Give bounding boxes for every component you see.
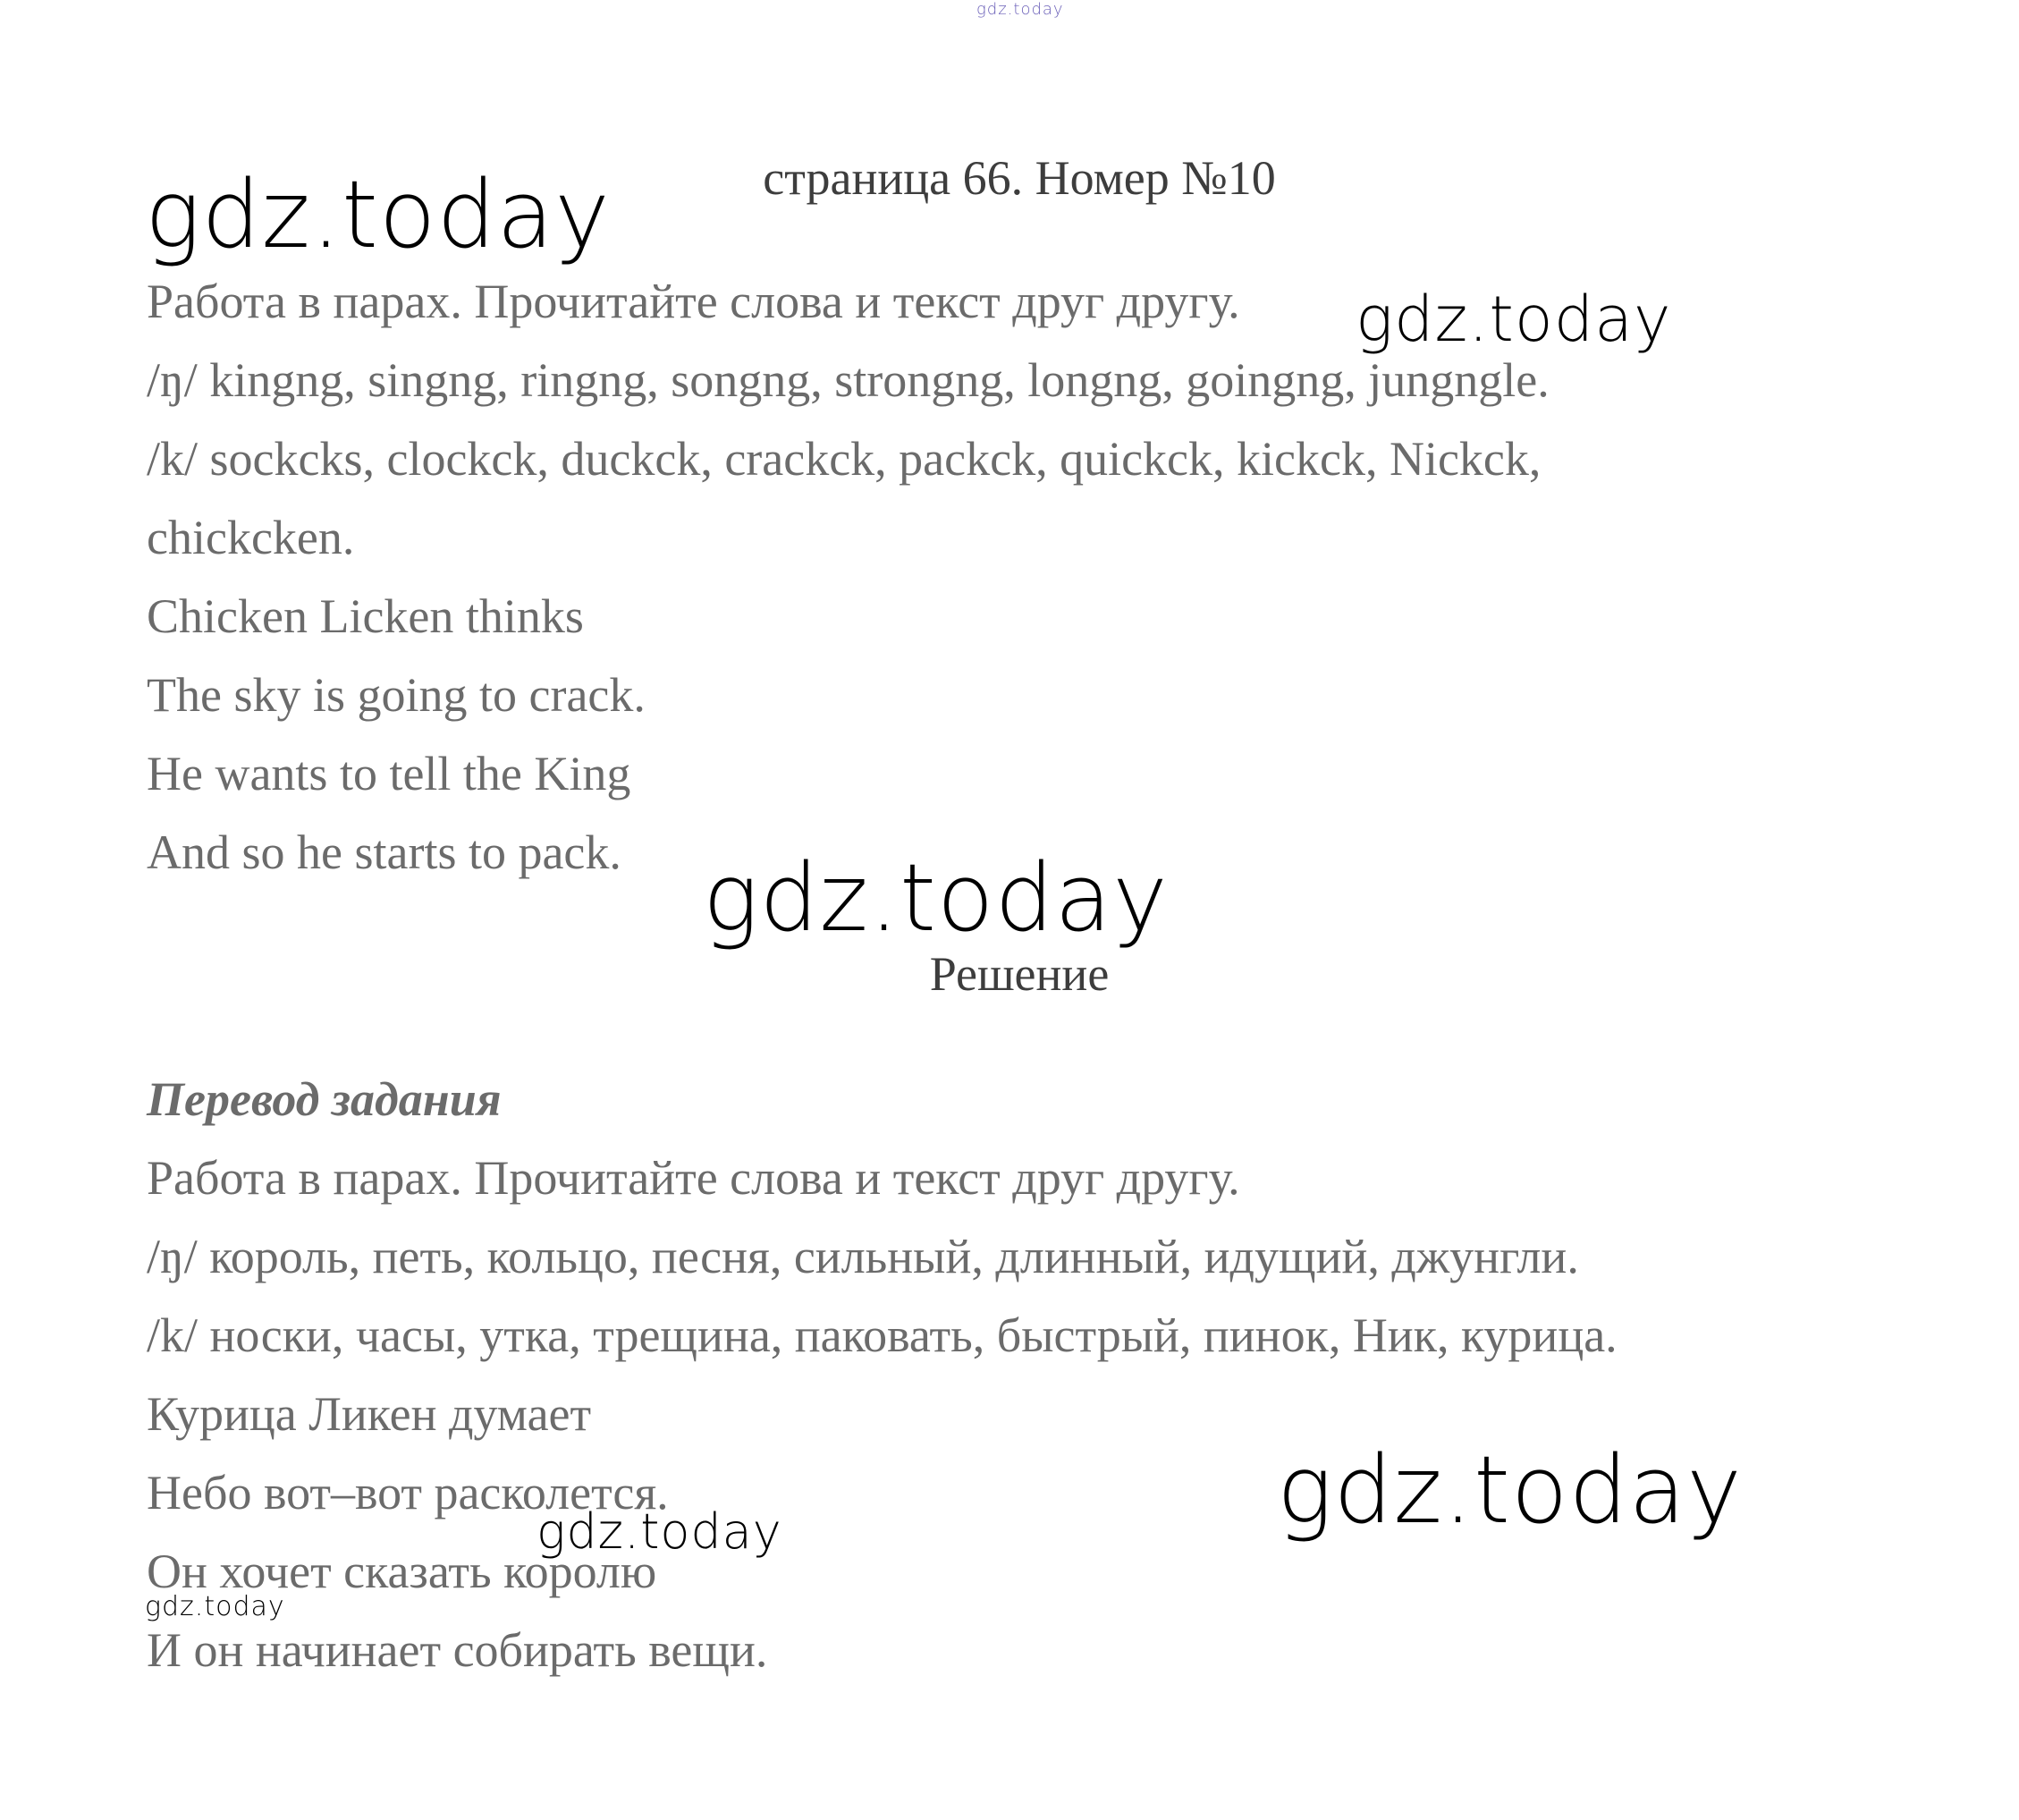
translation-line: Работа в парах. Прочитайте слова и текст друг другу.	[147, 1151, 1240, 1205]
poem-line: He wants to tell the King	[147, 747, 631, 800]
task-line: /ŋ/ kingng, singng, ringng, songng, strongng, longng, goingng, jungngle.	[147, 353, 1550, 407]
page-title: страница 66. Номер №10	[763, 151, 1276, 205]
translation-line: /k/ носки, часы, утка, трещина, паковать, быстрый, пинок, Ник, курица.	[147, 1308, 1618, 1362]
task-line: Работа в парах. Прочитайте слова и текст друг другу.	[147, 275, 1240, 328]
solution-label: Решение	[929, 947, 1110, 1001]
watermark: gdz.today	[145, 160, 611, 269]
watermark: gdz.today	[976, 0, 1064, 19]
translation-line: Небо вот–вот расколется.	[147, 1466, 669, 1519]
translation-line: /ŋ/ король, петь, кольцо, песня, сильный, длинный, идущий, джунгли.	[147, 1230, 1579, 1283]
watermark: gdz.today	[1277, 1435, 1743, 1545]
translation-line: И он начинает собирать вещи.	[147, 1623, 768, 1677]
watermark: gdz.today	[703, 843, 1169, 952]
poem-line: Chicken Licken thinks	[147, 589, 584, 643]
translation-line: Он хочет сказать королю	[147, 1545, 657, 1598]
translation-heading: Перевод задания	[147, 1072, 502, 1126]
watermark: gdz.today	[145, 1591, 285, 1622]
task-line: /k/ sockcks, clockck, duckck, crackck, packck, quickck, kickck, Nickck,	[147, 432, 1542, 486]
watermark: gdz.today	[536, 1503, 782, 1560]
task-line: chickcken.	[147, 511, 355, 564]
translation-line: Курица Ликен думает	[147, 1387, 592, 1441]
watermark: gdz.today	[1356, 283, 1672, 356]
poem-line: The sky is going to crack.	[147, 668, 646, 722]
poem-line: And so he starts to pack.	[147, 825, 621, 879]
